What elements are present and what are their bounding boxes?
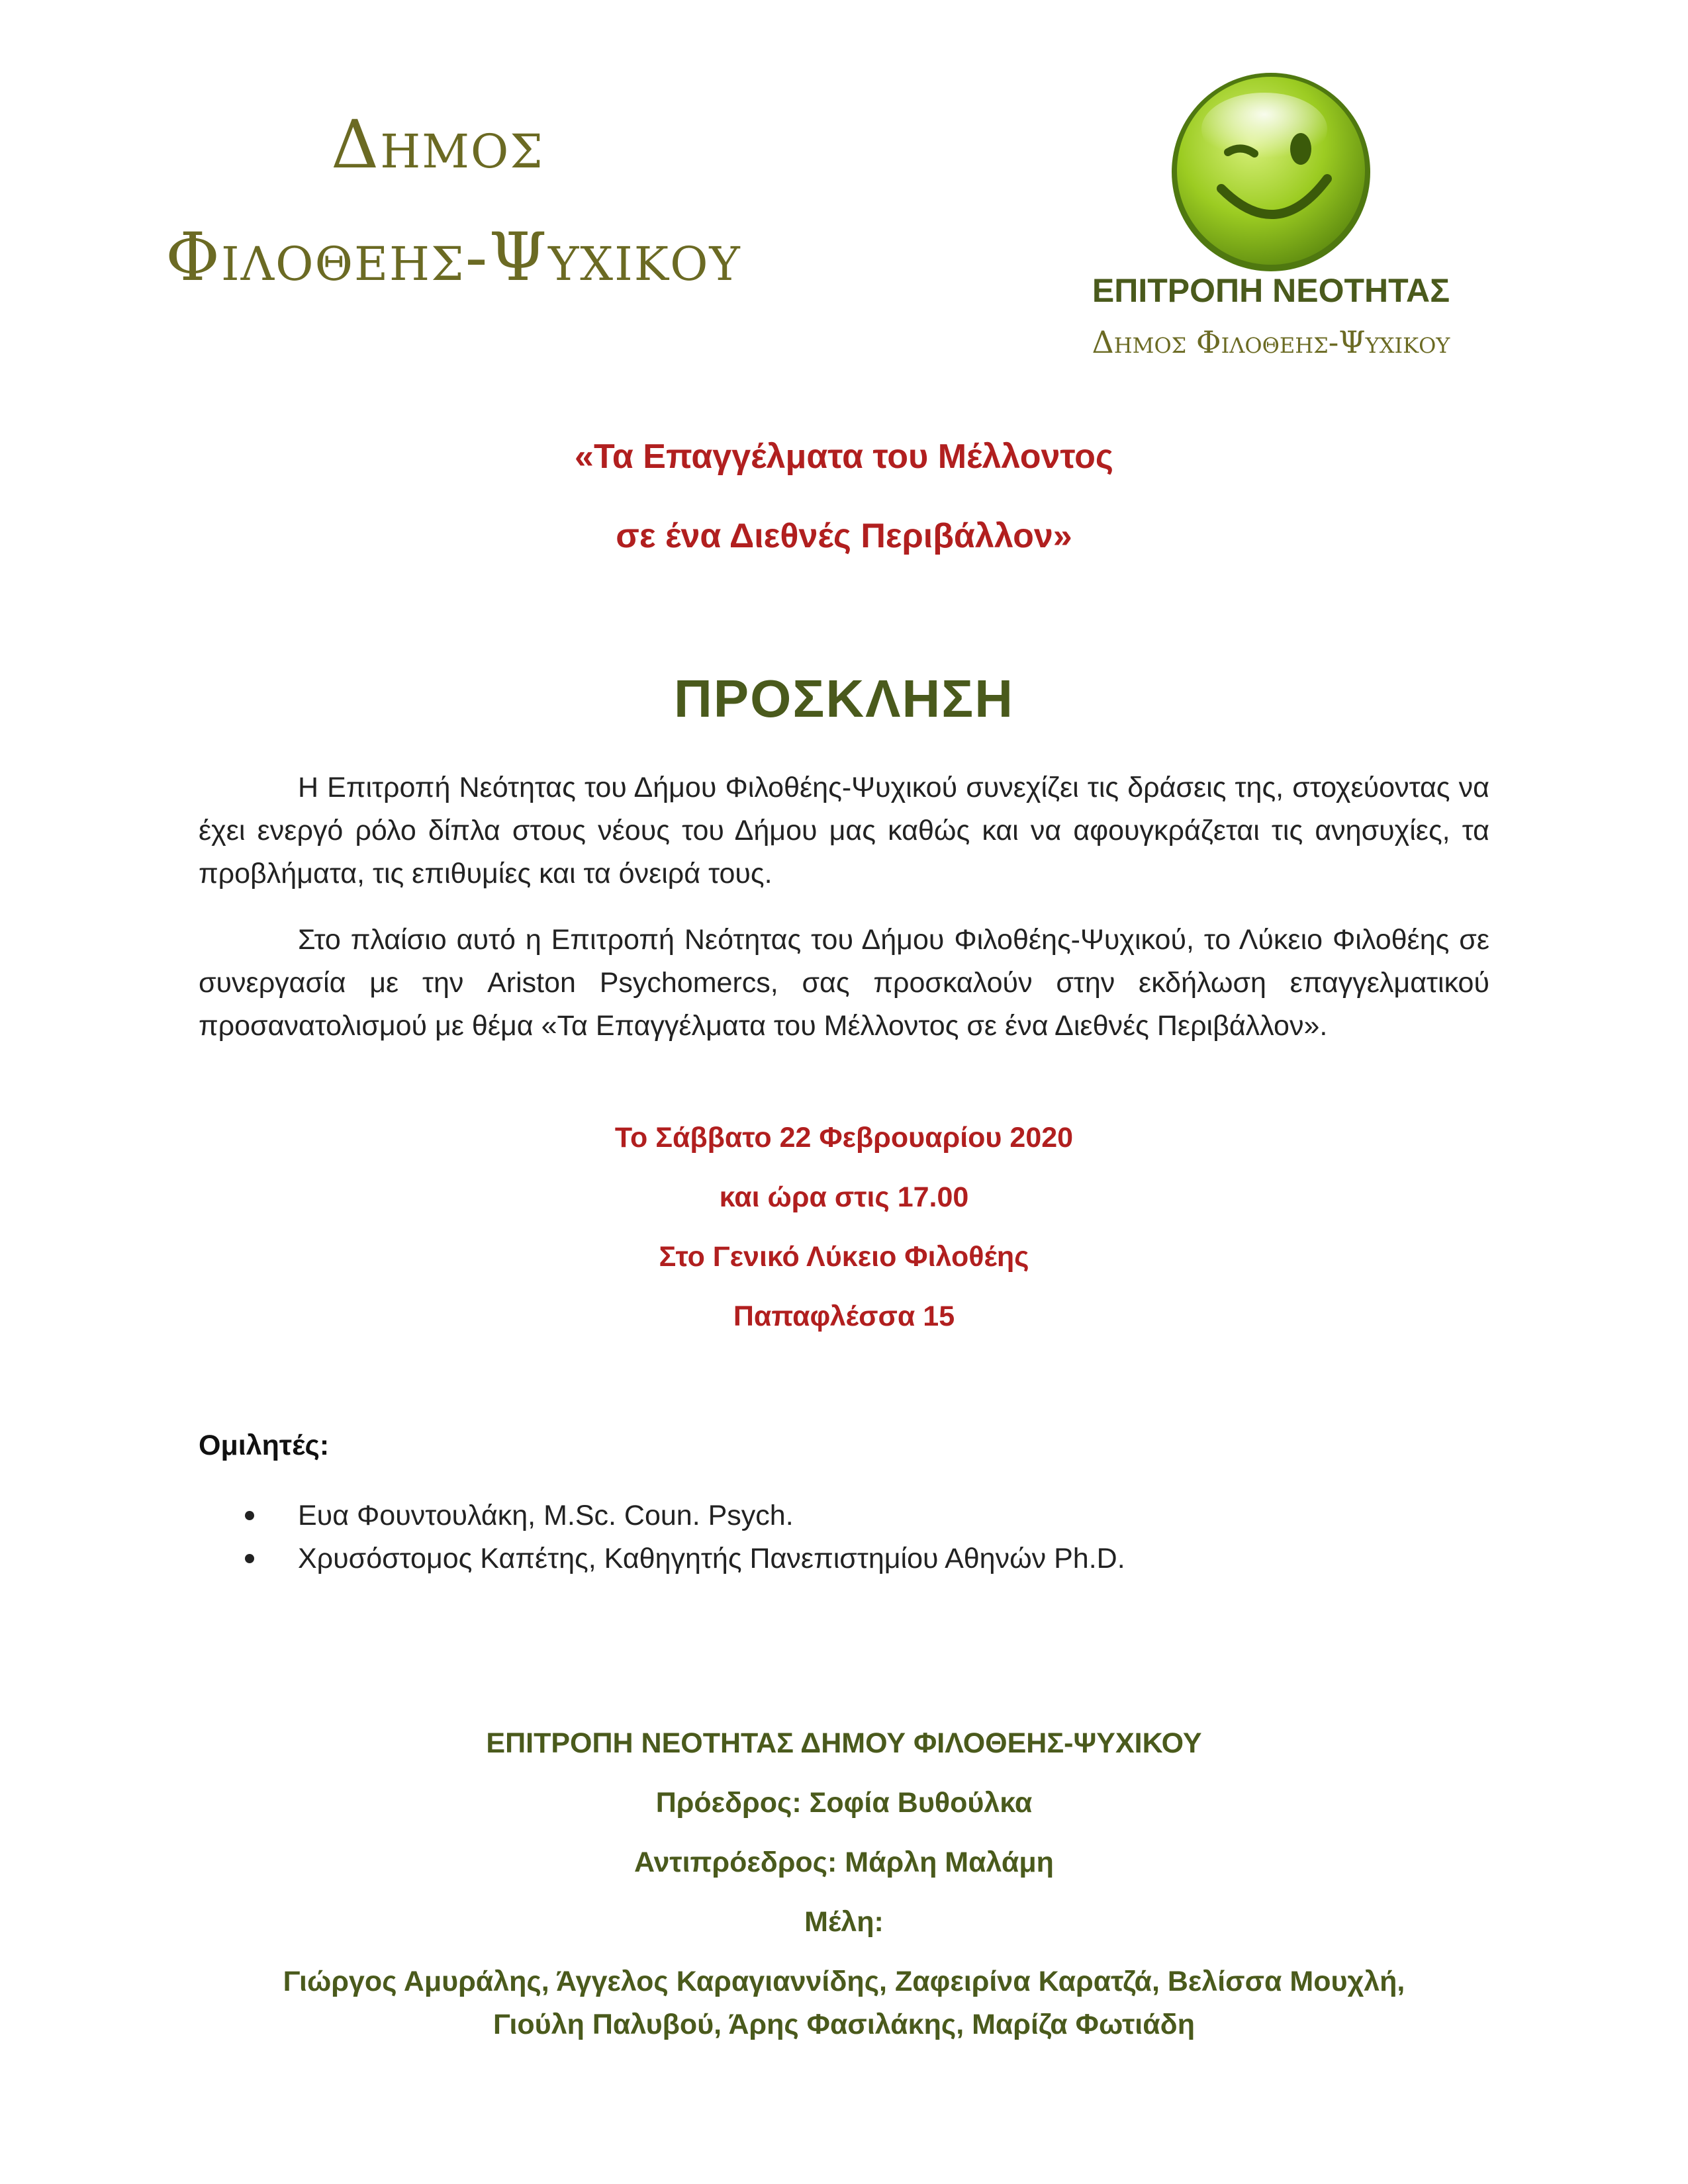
speaker-name: Χρυσόστομος Καπέτης, Καθηγητής Πανεπιστημίου Αθηνών Ph.D. xyxy=(298,1542,1125,1574)
invitation-heading: ΠΡΟΣΚΛΗΣΗ xyxy=(673,669,1015,728)
speakers-heading: Ομιλητές: xyxy=(199,1430,330,1461)
intro-paragraph: Η Επιτροπή Νεότητας του Δήμου Φιλοθέης-Ψυχικού συνεχίζει τις δράσεις της, στοχεύοντας να έχει ενεργό ρόλο δίπλα στους νέους του Δήμου μας καθώς και να αφουγκράζεται τις ανησυχίες, τα προβλήματα, τις επιθυμίες και τα όνειρά τους. xyxy=(199,772,1489,889)
committee-subtitle: Δημος Φιλοθεης-Ψυχικου xyxy=(1092,324,1450,360)
footer-president: Πρόεδρος: Σοφία Βυθούλκα xyxy=(655,1787,1033,1819)
event-title-line2: σε ένα Διεθνές Περιβάλλον» xyxy=(616,517,1072,555)
footer-members-line1: Γιώργος Αμυράλης, Άγγελος Καραγιαννίδης, Ζαφειρίνα Καρατζά, Βελίσσα Μουχλή, xyxy=(283,1966,1405,1997)
speaker-list-item xyxy=(245,1496,794,1535)
municipality-name-line2: Φιλοθεης-Ψυχικου xyxy=(165,218,741,296)
event-date: Το Σάββατο 22 Φεβρουαρίου 2020 xyxy=(614,1122,1074,1154)
footer-members-line2: Γιούλη Παλυβού, Άρης Φασιλάκης, Μαρίζα Φωτιάδη xyxy=(493,2009,1195,2040)
municipality-name-line1: Δημος xyxy=(331,106,544,183)
footer-committee-name: ΕΠΙΤΡΟΠΗ ΝΕΟΤΗΤΑΣ ΔΗΜΟΥ ΦΙΛΟΘΕΗΣ-ΨΥΧΙΚΟΥ xyxy=(486,1727,1202,1759)
event-address: Παπαφλέσσα 15 xyxy=(733,1300,955,1332)
event-title-line1: «Τα Επαγγέλματα του Μέλλοντος xyxy=(575,437,1113,476)
smiley-wink-icon xyxy=(1165,66,1377,278)
event-time: και ώρα στις 17.00 xyxy=(719,1181,969,1213)
committee-title: ΕΠΙΤΡΟΠΗ ΝΕΟΤΗΤΑΣ xyxy=(1092,272,1450,309)
event-venue: Στο Γενικό Λύκειο Φιλοθέης xyxy=(659,1241,1029,1273)
footer-members-label: Μέλη: xyxy=(804,1906,884,1938)
bullet-icon xyxy=(245,1554,254,1563)
speaker-name: Ευα Φουντουλάκη, M.Sc. Coun. Psych. xyxy=(298,1499,794,1531)
speaker-list-item xyxy=(245,1539,1125,1578)
event-description-paragraph: Στο πλαίσιο αυτό η Επιτροπή Νεότητας του Δήμου Φιλοθέης-Ψυχικού, το Λύκειο Φιλοθέης σε συνεργασία με την Ariston Psychomercs, σας προσκαλούν στην εκδήλωση επαγγελματικού προσανατολισμού με θέμα «Τα Επαγγέλματα του Μέλλοντος σε ένα Διεθνές Περιβάλλον». xyxy=(199,924,1489,1042)
footer-vice-president: Αντιπρόεδρος: Μάρλη Μαλάμη xyxy=(634,1846,1054,1878)
bullet-icon xyxy=(245,1511,254,1520)
